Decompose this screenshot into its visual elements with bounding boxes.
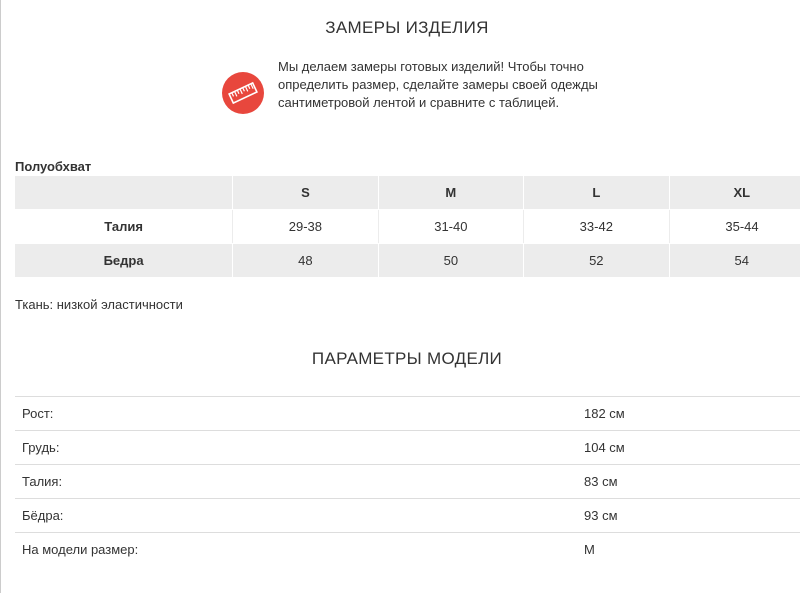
table-cell: 54 [669, 244, 800, 278]
model-param-value: 104 см [577, 431, 800, 465]
model-params-table [15, 396, 800, 566]
table-cell: 52 [524, 244, 669, 278]
table-cell: 35-44 [669, 210, 800, 244]
table-row [15, 431, 800, 465]
model-param-value: 83 см [577, 465, 800, 499]
table-cell: 33-42 [524, 210, 669, 244]
table-cell: 29-38 [233, 210, 378, 244]
size-column-header: S [233, 176, 378, 210]
table-row [15, 397, 800, 431]
table-cell: 50 [378, 244, 523, 278]
row-label-hips: Бедра [15, 244, 233, 278]
row-label-waist: Талия [15, 210, 233, 244]
measurements-intro-text: Мы делаем замеры готовых изделий! Чтобы точно определить размер, сделайте замеры своей одежды сантиметровой лентой и сравните с таблицей. [278, 59, 598, 110]
model-param-label: Рост: [15, 397, 577, 431]
measuring-tape-icon [222, 72, 264, 114]
fabric-note: Ткань: низкой эластичности [15, 297, 183, 312]
size-column-header: M [378, 176, 523, 210]
size-column-header: L [524, 176, 669, 210]
table-row [15, 210, 800, 244]
size-table-header [15, 176, 800, 210]
table-row [15, 533, 800, 567]
model-param-label: Бёдра: [15, 499, 577, 533]
model-param-value: 93 см [577, 499, 800, 533]
model-param-label: Грудь: [15, 431, 577, 465]
size-column-header: XL [669, 176, 800, 210]
model-param-value: M [577, 533, 800, 567]
table-cell: 48 [233, 244, 378, 278]
table-row [15, 499, 800, 533]
measurements-intro [222, 58, 622, 134]
size-table [15, 176, 800, 278]
table-row [15, 465, 800, 499]
size-table-corner [15, 176, 233, 210]
table-cell: 31-40 [378, 210, 523, 244]
half-girth-label: Полуобхват [15, 159, 92, 174]
model-param-value: 182 см [577, 397, 800, 431]
measurements-title: ЗАМЕРЫ ИЗДЕЛИЯ [325, 18, 489, 37]
model-params-title: ПАРАМЕТРЫ МОДЕЛИ [311, 349, 503, 368]
model-param-label: На модели размер: [15, 533, 577, 567]
model-param-label: Талия: [15, 465, 577, 499]
table-row [15, 244, 800, 278]
